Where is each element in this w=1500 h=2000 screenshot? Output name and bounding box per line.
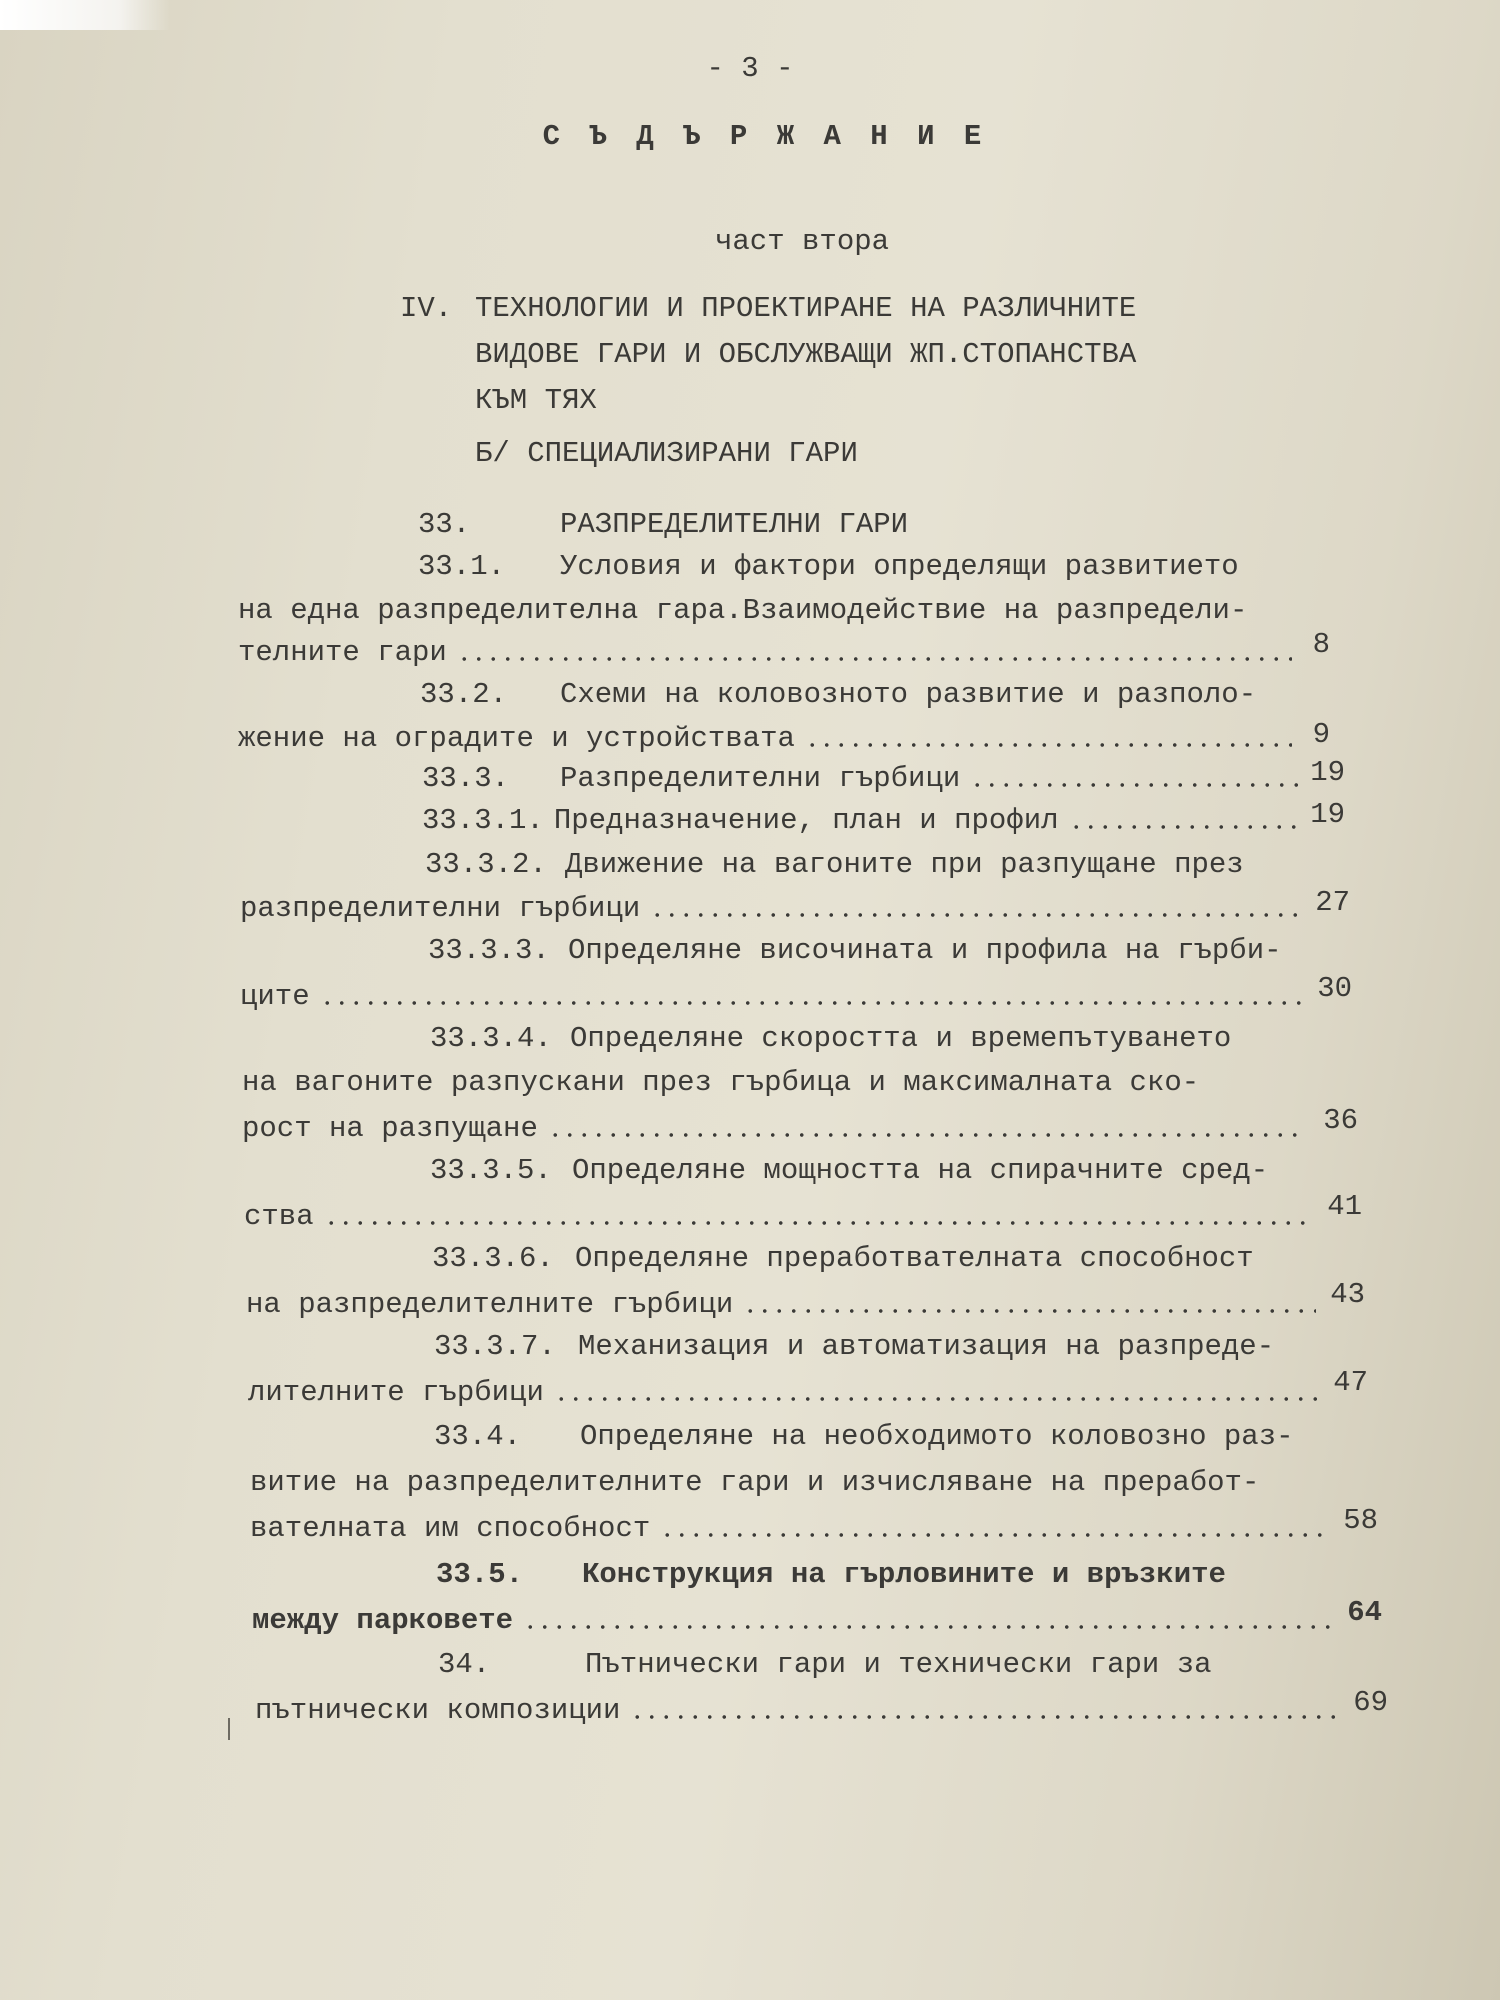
toc-entry-number: 33.1. [418, 550, 506, 583]
toc-entry-number: 33.2. [420, 678, 508, 711]
toc-entry-leader-line [422, 804, 1310, 837]
toc-entry-number: 33.3. [422, 762, 510, 795]
toc-entry-title: Схеми на коловозното развитие и разполо- [560, 678, 1257, 711]
toc-entry-title: на вагоните разпускани през гърбица и максималната ско- [242, 1066, 1200, 1099]
toc-entry-title: на една разпределителна гара.Взаимодействие на разпредели- [238, 594, 1248, 627]
toc-entry-leader-line [242, 1112, 1315, 1145]
page-title: С Ъ Д Ъ Р Ж А Н И Е [542, 120, 988, 153]
dot-leader [324, 1221, 1312, 1225]
toc-entry-number: 33.3.5. [430, 1154, 552, 1187]
toc-entry-number: 33.3.7. [434, 1330, 556, 1363]
toc-entry-title: Разпределителни гърбици [560, 762, 961, 795]
toc-entry-title: разпределителни гърбици [240, 892, 641, 925]
dot-leader [970, 783, 1302, 787]
toc-entry-leader-line [255, 1694, 1347, 1727]
toc-entry-title: Определяне скоростта и времепътуването [570, 1022, 1232, 1055]
toc-entry-number: 33.3.1. [422, 804, 544, 837]
toc-entry-leader-line [422, 762, 1310, 795]
toc-entry-title: ства [244, 1200, 314, 1233]
toc-page-number: 30 [1317, 972, 1352, 1005]
toc-entry-number: 33.3.4. [430, 1022, 552, 1055]
toc-entry-title: телните гари [238, 636, 447, 669]
toc-entry-title: Предназначение, план и профил [553, 804, 1059, 837]
part-label: част втора [715, 225, 890, 258]
dot-leader [743, 1309, 1316, 1313]
chapter-number: IV. [400, 292, 453, 325]
toc-entry-title: Пътнически гари и технически гари за [585, 1648, 1212, 1681]
dot-leader [457, 657, 1292, 661]
toc-entry-leader-line [238, 636, 1300, 669]
toc-entry-leader-line [252, 1604, 1340, 1637]
toc-page-number: 19 [1310, 798, 1345, 831]
toc-page-number: 27 [1315, 886, 1350, 919]
toc-entry-number: 33.3.3. [428, 934, 550, 967]
toc-entry-title: Конструкция на гърловините и връзките [582, 1558, 1226, 1591]
toc-entry-leader-line [240, 980, 1315, 1013]
toc-entry-title: вателната им способност [250, 1512, 651, 1545]
toc-page-number: 69 [1353, 1686, 1388, 1719]
toc-entry-title: Определяне на необходимото коловозно раз- [580, 1420, 1294, 1453]
chapter-line: ТЕХНОЛОГИИ И ПРОЕКТИРАНЕ НА РАЗЛИЧНИТЕ [475, 292, 1137, 325]
toc-entry-title: Определяне височината и профила на гърби- [568, 934, 1282, 967]
dot-leader [660, 1533, 1327, 1537]
toc-entry-leader-line [238, 722, 1300, 755]
toc-entry-title: Механизация и автоматизация на разпреде- [578, 1330, 1275, 1363]
toc-page-number: 47 [1333, 1366, 1368, 1399]
dot-leader [523, 1625, 1332, 1629]
toc-entry-number: 33.5. [436, 1558, 524, 1591]
toc-entry-leader-line [244, 1200, 1320, 1233]
dot-leader [630, 1715, 1339, 1719]
toc-page-number: 43 [1330, 1278, 1365, 1311]
toc-entry-title: Определяне преработвателната способност [575, 1242, 1254, 1275]
toc-entry-title: Движение на вагоните при разпущане през [565, 848, 1244, 881]
toc-entry-leader-line [246, 1288, 1324, 1321]
toc-page-number: 9 [1312, 718, 1330, 751]
page-number: - 3 - [706, 52, 794, 85]
dot-leader [548, 1133, 1307, 1137]
dot-leader [805, 743, 1292, 747]
toc-entry-title: Определяне мощността на спирачните сред- [572, 1154, 1269, 1187]
toc-entry-title: пътнически композиции [255, 1694, 621, 1727]
dot-leader [650, 913, 1307, 917]
section-subtitle: Б/ СПЕЦИАЛИЗИРАНИ ГАРИ [475, 437, 858, 470]
toc-page-number: 36 [1323, 1104, 1358, 1137]
toc-page-number: 8 [1312, 628, 1330, 661]
toc-entry-title: Условия и фактори определящи развитието [560, 550, 1239, 583]
toc-entry-leader-line [248, 1376, 1328, 1409]
toc-page-number: 58 [1343, 1504, 1378, 1537]
chapter-line: ВИДОВЕ ГАРИ И ОБСЛУЖВАЩИ ЖП.СТОПАНСТВА [475, 338, 1137, 371]
toc-entry-title: между парковете [252, 1604, 514, 1637]
chapter-line: КЪМ ТЯХ [475, 384, 597, 417]
dot-leader [320, 1001, 1307, 1005]
toc-page-number: 64 [1347, 1596, 1382, 1629]
toc-page-number: 19 [1310, 756, 1345, 789]
dot-leader [554, 1397, 1320, 1401]
page-corner [0, 0, 170, 30]
toc-entry-title: ците [240, 980, 310, 1013]
toc-entry-title: лителните гърбици [248, 1376, 544, 1409]
toc-entry-title: РАЗПРЕДЕЛИТЕЛНИ ГАРИ [560, 508, 909, 541]
dot-leader [1069, 825, 1302, 829]
toc-entry-number: 33.3.6. [432, 1242, 554, 1275]
toc-entry-title: рост на разпущане [242, 1112, 538, 1145]
toc-entry-number: 33.3.2. [425, 848, 547, 881]
margin-mark [228, 1718, 230, 1740]
toc-entry-number: 33.4. [434, 1420, 522, 1453]
toc-entry-title: на разпределителните гърбици [246, 1288, 734, 1321]
toc-entry-number: 33. [418, 508, 471, 541]
toc-entry-number: 34. [438, 1648, 491, 1681]
toc-entry-leader-line [250, 1512, 1335, 1545]
toc-page-number: 41 [1327, 1190, 1362, 1223]
toc-entry-title: витие на разпределителните гари и изчисляване на преработ- [250, 1466, 1260, 1499]
toc-entry-leader-line [240, 892, 1315, 925]
toc-entry-title: жение на оградите и устройствата [238, 722, 795, 755]
